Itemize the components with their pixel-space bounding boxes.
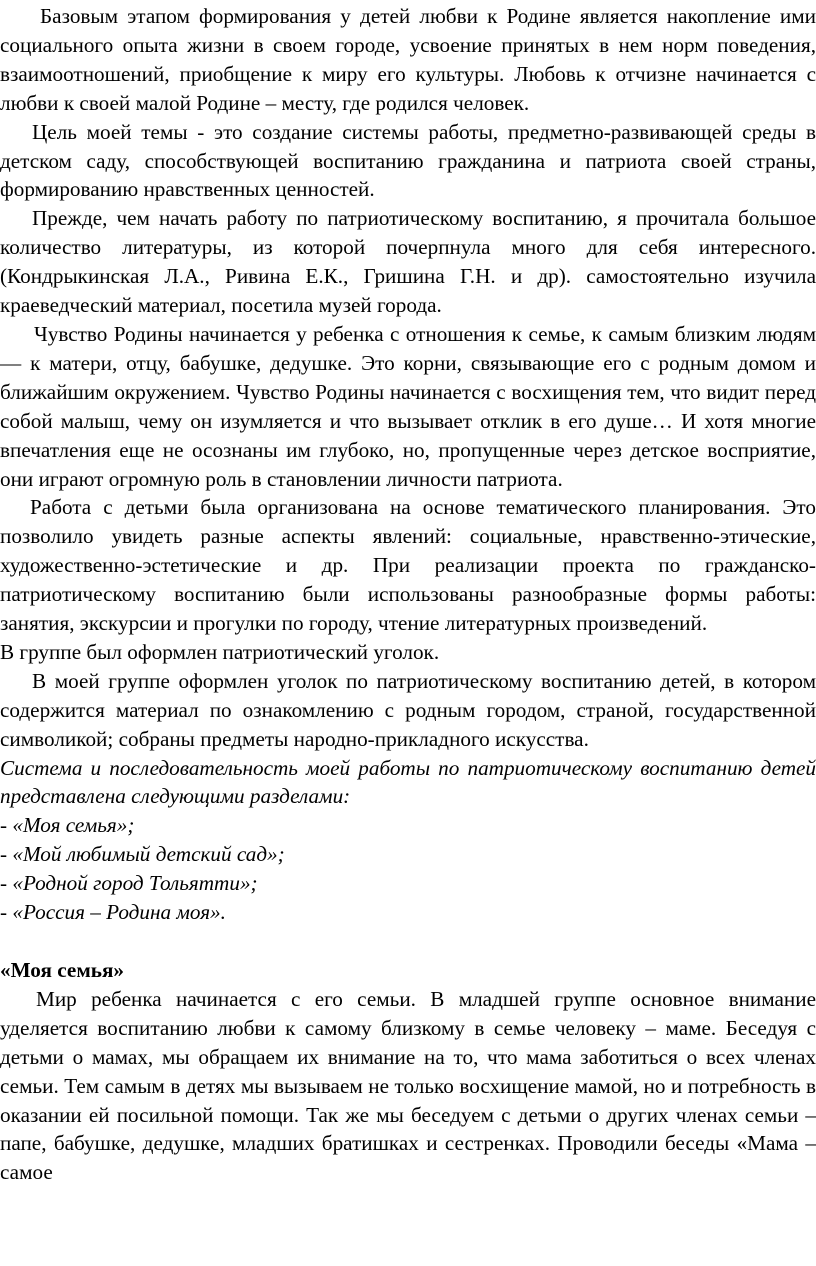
section-heading: «Моя семья»	[0, 958, 125, 982]
list-item: - «Мой любимый детский сад»;	[0, 842, 285, 867]
paragraph-5: Работа с детьми была организована на основе тематического планирования. Это позволило увидеть разные аспекты явлений: социальные, нравственно-этические, художественно-эстетические и др. При реализации проекта по гражданско-патриотическому воспитанию были использованы разнообразные формы работы: занятия, экскурсии и прогулки по городу, чтение литературных произведений.	[0, 495, 816, 636]
paragraph-3: Прежде, чем начать работу по патриотическому воспитанию, я прочитала большое количество литературы, из которой почерпнула много для себя интересного. (Кондрыкинская Л.А., Ривина Е.К., Гришина Г.Н. и др). самостоятельно изучила краеведческий материал, посетила музей города.	[0, 206, 816, 318]
list-item: - «Родной город Тольятти»;	[0, 871, 258, 896]
list-item: - «Россия – Родина моя».	[0, 900, 226, 925]
paragraph-7: В моей группе оформлен уголок по патриотическому воспитанию детей, в котором содержится материал по ознакомлению с родным городом, страной, государственной символикой; собраны предметы народно-прикладного искусства.	[0, 668, 816, 751]
list-item: - «Моя семья»;	[0, 813, 135, 838]
paragraph-4: Чувство Родины начинается у ребенка с отношения к семье, к самым близким людям — к матери, отцу, бабушке, дедушке. Это корни, связывающие его с родным домом и ближайшим окружением. Чувство Родины начинается с восхищения тем, что видит перед собой малыш, чему он изумляется и что вызывает отклик в его душе… И хотя многие впечатления еще не осознаны им глубоко, но, пропущенные через детское восприятие, они играют огромную роль в становлении личности патриота.	[0, 321, 816, 491]
italic-intro: Система и последовательность моей работы по патриотическому воспитанию детей представлена следующими разделами:	[0, 755, 816, 809]
spacer	[0, 927, 816, 956]
paragraph-1: Базовым этапом формирования у детей любви к Родине является накопление ими социального опыта жизни в своем городе, усвоение принятых в нем норм поведения, взаимоотношений, приобщение к миру его культуры. Любовь к отчизне начинается с любви к своей малой Родине – месту, где родился человек.	[0, 4, 816, 115]
section-paragraph: Мир ребенка начинается с его семьи. В младшей группе основное внимание уделяется воспитанию любви к самому близкому в семье человеку – маме. Беседуя с детьми о мамах, мы обращаем их внимание на то, что мама заботиться о всех членах семьи. Тем самым в детях мы вызываем не только восхищение мамой, но и потребность в оказании ей посильной помощи. Так же мы беседуем с детьми о других членах семьи – папе, бабушке, дедушке, младших братишках и сестренках. Проводили беседы «Мама – самое	[0, 986, 816, 1185]
paragraph-2: Цель моей темы - это создание системы работы, предметно-развивающей среды в детском саду, способствующей воспитанию гражданина и патриота своей страны, формированию нравственных ценностей.	[0, 119, 816, 202]
paragraph-6: В группе был оформлен патриотический уголок.	[0, 639, 440, 664]
sections-list	[0, 811, 816, 927]
